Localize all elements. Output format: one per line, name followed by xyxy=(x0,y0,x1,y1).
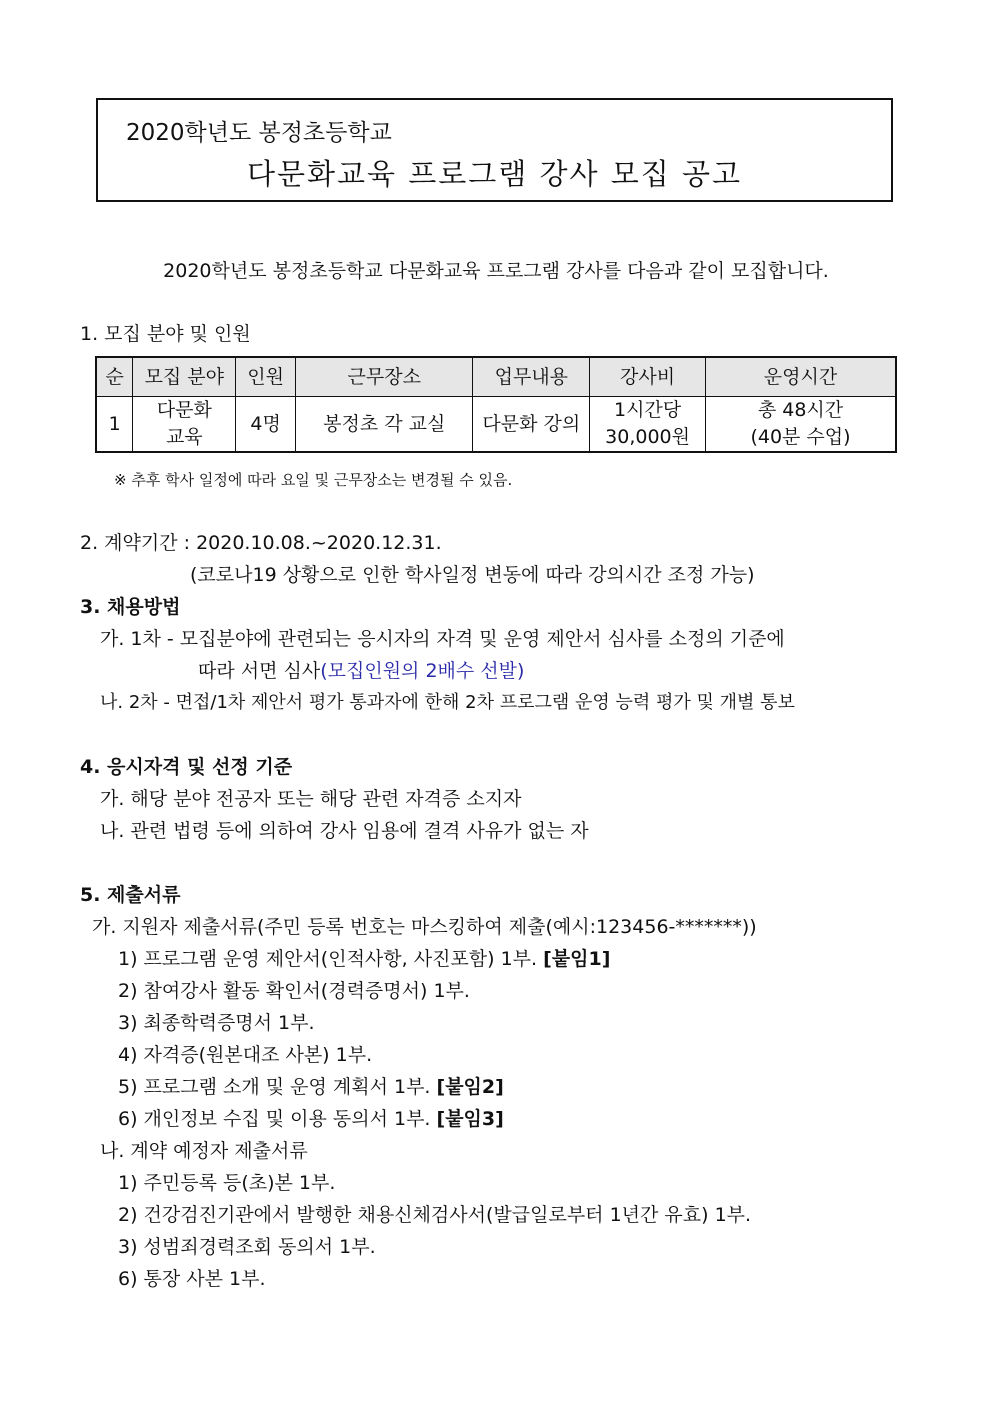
col-header-fee: 강사비 xyxy=(590,357,706,397)
cell-field xyxy=(133,397,236,453)
section4-item1: 가. 해당 분야 전공자 또는 해당 관련 자격증 소지자 xyxy=(100,788,522,810)
section3-item1-line2 xyxy=(198,656,524,683)
col-header-count: 인원 xyxy=(236,357,296,397)
cell-place: 봉정초 각 교실 xyxy=(296,397,473,453)
section2-heading: 2. 계약기간 : 2020.10.08.~2020.12.31. xyxy=(80,532,442,554)
section4-heading: 4. 응시자격 및 선정 기준 xyxy=(80,756,293,778)
a-item-5-tag: [붙임2] xyxy=(436,1076,504,1098)
cell-field-line2: 교육 xyxy=(165,426,203,448)
a-item-1-tag: [붙임1] xyxy=(543,948,611,970)
b-item-1: 1) 주민등록 등(초)본 1부. xyxy=(118,1172,336,1194)
col-header-field: 모집 분야 xyxy=(133,357,236,397)
a-item-6 xyxy=(118,1104,504,1131)
a-item-3 xyxy=(118,1008,315,1035)
recruit-table xyxy=(95,356,897,453)
col-header-duty: 업무내용 xyxy=(473,357,590,397)
section3-heading: 3. 채용방법 xyxy=(80,596,181,618)
a-item-6-text: 6) 개인정보 수집 및 이용 동의서 1부. xyxy=(118,1108,437,1130)
section5-group-b: 나. 계약 예정자 제출서류 xyxy=(100,1140,308,1162)
cell-fee xyxy=(590,397,706,453)
section3-item1-line2-blue: (모집인원의 2배수 선발) xyxy=(320,660,525,682)
cell-time-line1: 총 48시간 xyxy=(757,399,844,421)
b-item-3: 3) 성범죄경력조회 동의서 1부. xyxy=(118,1236,376,1258)
notice-title: 다문화교육 프로그램 강사 모집 공고 xyxy=(246,157,743,191)
section5-heading: 5. 제출서류 xyxy=(80,884,181,906)
school-year-line: 2020학년도 봉정초등학교 xyxy=(126,120,392,146)
section3-item1-line1: 가. 1차 - 모집분야에 관련되는 응시자의 자격 및 운영 제안서 심사를 소정의 기준에 xyxy=(100,628,785,650)
cell-duty: 다문화 강의 xyxy=(473,397,590,453)
section4-item2: 나. 관련 법령 등에 의하여 강사 임용에 결격 사유가 없는 자 xyxy=(100,820,589,842)
a-item-1 xyxy=(118,944,610,971)
section5-group-a: 가. 지원자 제출서류(주민 등록 번호는 마스킹하여 제출(예시:123456-*******)) xyxy=(92,916,757,938)
section1-heading: 1. 모집 분야 및 인원 xyxy=(80,323,251,345)
a-item-5 xyxy=(118,1072,504,1099)
a-item-4 xyxy=(118,1040,372,1067)
cell-field-line1: 다문화 xyxy=(156,399,212,421)
a-item-5-text: 5) 프로그램 소개 및 운영 계획서 1부. xyxy=(118,1076,437,1098)
col-header-no: 순 xyxy=(96,357,133,397)
table-header-row xyxy=(96,357,896,397)
cell-fee-line2: 30,000원 xyxy=(605,426,690,448)
table-row xyxy=(96,397,896,453)
col-header-time: 운영시간 xyxy=(705,357,896,397)
section2-sub: (코로나19 상황으로 인한 학사일정 변동에 따라 강의시간 조정 가능) xyxy=(190,564,755,586)
a-item-4-text: 4) 자격증(원본대조 사본) 1부. xyxy=(118,1044,373,1066)
a-item-3-text: 3) 최종학력증명서 1부. xyxy=(118,1012,315,1034)
col-header-place: 근무장소 xyxy=(296,357,473,397)
cell-time xyxy=(705,397,896,453)
a-item-6-tag: [붙임3] xyxy=(436,1108,504,1130)
b-item-2: 2) 건강검진기관에서 발행한 채용신체검사서(발급일로부터 1년간 유효) 1부. xyxy=(118,1204,752,1226)
a-item-2-text: 2) 참여강사 활동 확인서(경력증명서) 1부. xyxy=(118,980,470,1002)
cell-count: 4명 xyxy=(236,397,296,453)
b-item-4: 6) 통장 사본 1부. xyxy=(118,1268,266,1290)
schedule-note: ※ 추후 학사 일정에 따라 요일 및 근무장소는 변경될 수 있음. xyxy=(114,471,513,489)
intro-text: 2020학년도 봉정초등학교 다문화교육 프로그램 강사를 다음과 같이 모집합니다. xyxy=(163,260,829,282)
cell-fee-line1: 1시간당 xyxy=(613,399,682,421)
cell-time-line2: (40분 수업) xyxy=(750,426,851,448)
section3-item2: 나. 2차 - 면접/1차 제안서 평가 통과자에 한해 2차 프로그램 운영 능력 평가 및 개별 통보 xyxy=(100,692,795,713)
cell-no: 1 xyxy=(96,397,133,453)
a-item-2 xyxy=(118,976,470,1003)
title-box xyxy=(96,98,893,202)
a-item-1-text: 1) 프로그램 운영 제안서(인적사항, 사진포함) 1부. xyxy=(118,948,544,970)
section3-item1-line2-text: 따라 서면 심사 xyxy=(198,660,321,682)
